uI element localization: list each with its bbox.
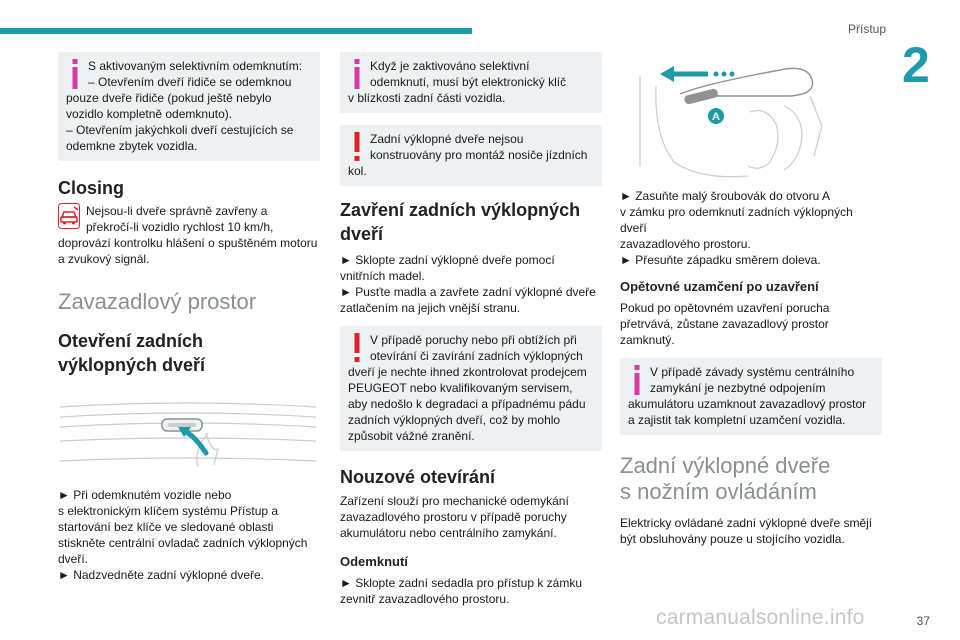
emergency-lock-illustration [630,66,870,180]
note-line: Když je zaktivováno selektivní [370,59,530,73]
warning-line: aby nedošlo k degradaci a případnému pádu [348,397,586,411]
note-line: odemkne zbytek vozidla. [66,139,198,153]
note-line: odemknutí, musí být elektronický klíč [370,75,567,89]
page-number: 37 [916,614,930,628]
note-line: pouze dveře řidiče (pokud ještě nebylo [66,91,272,105]
relock-text [620,300,882,348]
step-line: stiskněte centrální ovladač zadních výklopných [58,536,308,550]
column-3 [620,52,882,547]
warning-line: dveří je nechte ihned zkontrolovat prodejcem [348,365,587,379]
note-line: vozidlo kompletně odemknuto). [66,107,233,121]
warning-line: způsobit vážné zranění. [348,429,475,443]
note-line: a zajistit tak kompletní uzamčení vozidla. [628,413,846,427]
note-line: S aktivovaným selektivním odemknutím: [88,59,303,73]
step-line: ► Pusťte madla a zavřete zadní výklopné dveře [340,285,596,299]
close-tailgate-heading-line1: Zavření zadních výklopných [340,200,581,220]
step-line: ► Nadzvedněte zadní výklopné dveře. [58,568,264,582]
closing-heading: Closing [58,178,124,198]
text-line: zamknutý. [620,333,675,347]
note-line: v blízkosti zadní části vozidla. [348,91,506,105]
warning-line: V případě poruchy nebo při obtížích při [370,333,577,347]
text-line: akumulátoru nebo centrálního zamykání. [340,526,557,540]
open-tailgate-steps [58,487,320,583]
info-note-selective-unlock [58,52,320,161]
text-line: Zařízení slouží pro mechanické odemykání [340,494,569,508]
open-tailgate-heading-line1: Otevření zadních [58,331,204,351]
warning-note-malfunction [340,326,602,451]
step-line: startování bez klíče ve sledované oblasti [58,520,274,534]
foot-operated-text [620,515,882,547]
closing-line: překročí-li vozidlo rychlost 10 km/h, [86,220,274,234]
step-line: dveří. [58,552,89,566]
note-line: zamykání je nezbytné odpojením [650,381,826,395]
warning-exclamation-icon [350,132,364,162]
text-line: přetrvává, zůstane zavazadlový prostor [620,317,829,331]
warning-exclamation-icon [350,333,364,363]
step-line: ► Zasuňte malý šroubovák do otvoru A [620,189,830,203]
step-line: ► Sklopte zadní sedadla pro přístup k zámku [340,576,583,590]
emergency-opening-heading: Nouzové otevírání [340,467,496,487]
relock-heading: Opětovné uzamčení po uzavření [620,279,819,294]
note-line: – Otevřením dveří řidiče se odemknou [88,75,292,89]
column-1 [58,52,320,583]
warning-line: kol. [348,164,367,178]
header-accent-bar [0,28,472,34]
text-line: být obsluhovány pouze u stojícího vozidla. [620,532,845,546]
closing-paragraph [58,203,320,267]
info-icon [630,365,644,395]
warning-note-bike-carrier [340,125,602,186]
text-line: Pokud po opětovném uzavření porucha [620,301,830,315]
note-line: – Otevřením jakýchkoli dveří cestujících se [66,123,294,137]
warning-line: PEUGEOT nebo kvalifikovaným servisem, [348,381,573,395]
warning-line: Zadní výklopné dveře nejsou [370,132,524,146]
section-heading-trunk: Zavazadlový prostor [58,289,257,314]
info-note-key-proximity [340,52,602,113]
foot-operated-heading-line2: s nožním ovládáním [620,479,817,504]
step-line: s elektronickým klíčem systému Přístup a [58,504,279,518]
info-icon [350,59,364,89]
text-line: zavazadlového prostoru v případě poruchy [340,510,567,524]
step-line: v zámku pro odemknutí zadních výklopných dveří [620,205,853,235]
foot-operated-heading-line1: Zadní výklopné dveře [620,453,831,478]
note-line: V případě závady systému centrálního [650,365,855,379]
emergency-opening-text [340,493,602,541]
closing-line: a zvukový signál. [58,252,150,266]
close-tailgate-steps [340,252,602,316]
info-icon [68,59,82,89]
closing-line: Nejsou-li dveře správně zavřeny a [86,204,268,218]
step-line: ► Sklopte zadní výklopné dveře pomocí [340,253,555,267]
column-2 [340,52,602,607]
figure-label-a: A [712,111,720,123]
step-line: zevnitř zavazadlového prostoru. [340,592,510,606]
close-tailgate-heading-line2: dveří [340,224,384,244]
step-line: vnitřních madel. [340,269,425,283]
unlock-text [340,575,602,607]
tailgate-handle-illustration [58,391,320,473]
warning-line: otevírání či zavírání zadních výklopných [370,349,583,363]
step-line: ► Při odemknutém vozidle nebo [58,488,232,502]
unlock-heading: Odemknutí [340,554,408,569]
note-line: akumulátoru uzamknout zavazadlový prostor [628,397,867,411]
text-line: Elektricky ovládané zadní výklopné dveře smějí [620,516,873,530]
chapter-number: 2 [902,37,930,93]
info-note-central-locking [620,358,882,435]
door-open-warning-icon [58,203,80,229]
warning-line: konstruovány pro montáž nosiče jízdních [370,148,588,162]
step-line: zatlačením na jejich vnější stranu. [340,301,521,315]
closing-line: doprovází kontrolku hlášení o spuštěném motoru [58,236,318,250]
watermark: carmanualsonline.info [656,606,865,629]
step-line: zavazadlového prostoru. [620,237,751,251]
warning-line: zadních výklopných dveří, což by mohlo [348,413,561,427]
section-title: Přístup [847,22,886,36]
emergency-steps [620,188,882,268]
step-line: ► Přesuňte západku směrem doleva. [620,253,821,267]
open-tailgate-heading-line2: výklopných dveří [58,355,206,375]
